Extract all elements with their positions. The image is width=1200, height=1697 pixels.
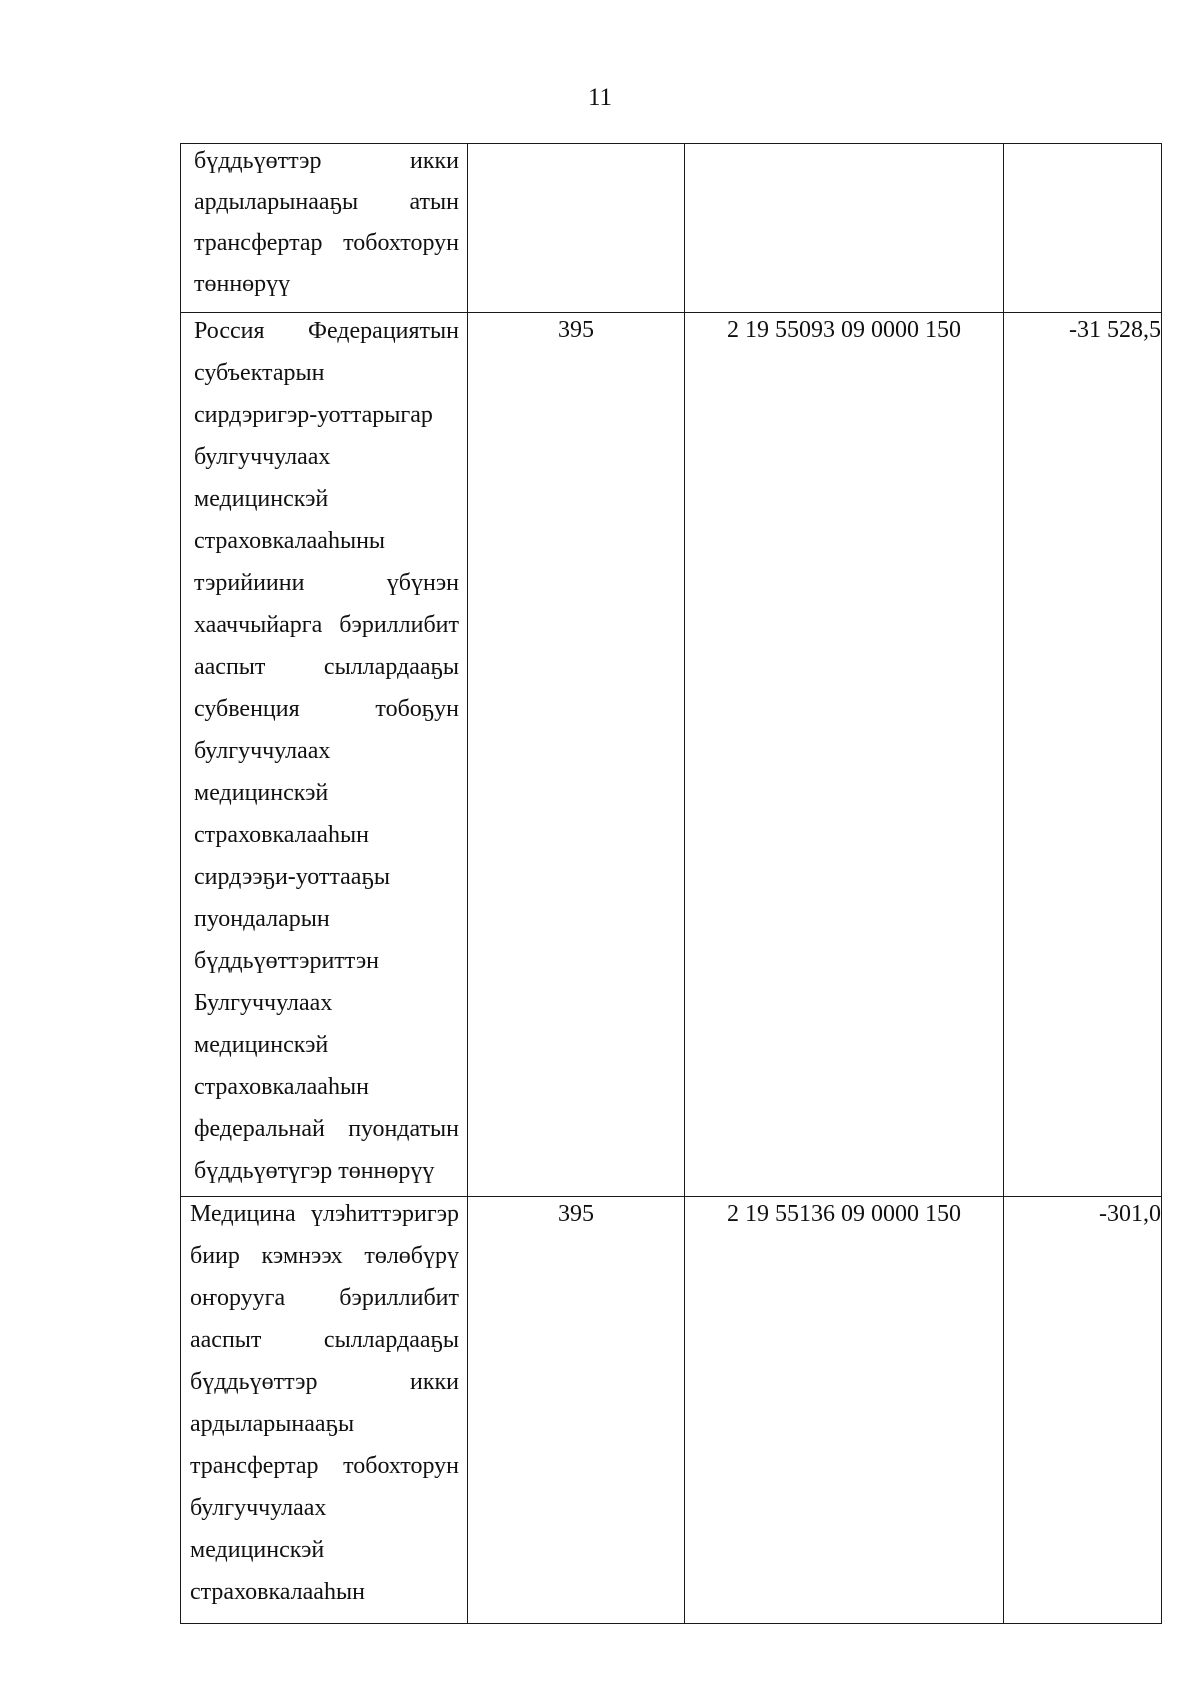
name-line: страховкалааһын <box>194 1074 369 1100</box>
name-line: страховкалааһыны <box>194 528 386 554</box>
name-line: булгуччулаах <box>190 1495 327 1521</box>
row-name-cell <box>181 144 468 313</box>
row-name-cell <box>181 1197 468 1624</box>
name-line: бүддьүөтүгэр төннөрүү <box>194 1158 435 1184</box>
table-row <box>181 313 1162 1197</box>
name-line: пуондаларын <box>194 906 330 932</box>
name-line: төннөрүү <box>194 271 291 297</box>
name-line: медицинскэй <box>194 486 329 512</box>
name-line: ааспыт сыллардааҕы <box>190 1327 459 1353</box>
name-line: ардыларынааҕы атын <box>194 189 459 215</box>
name-line: Медицина үлэһиттэригэр <box>190 1201 459 1227</box>
name-line: бүддьүөттэриттэн <box>194 948 380 974</box>
row-kbk-cell <box>685 144 1004 313</box>
row-code-cell <box>468 144 685 313</box>
row-sum-cell: -301,0 <box>1004 1197 1162 1624</box>
row-name-text <box>181 313 467 1196</box>
name-line: сирдэригэр-уоттарыгар <box>194 402 433 428</box>
name-line: Булгуччулаах <box>194 990 333 1016</box>
name-line: субъектарын <box>194 360 325 386</box>
name-line: булгуччулаах <box>194 738 331 764</box>
name-line: биир кэмнээх төлөбүрү <box>190 1243 459 1269</box>
name-line: федеральнай пуондатын <box>194 1116 459 1142</box>
name-line: тэрийиини үбүнэн <box>194 570 459 596</box>
budget-table <box>180 143 1162 1624</box>
page-number: 11 <box>587 84 613 111</box>
name-line: бүддьүөттэр икки <box>194 148 459 174</box>
name-line: хааччыйарга бэриллибит <box>194 612 459 638</box>
name-line: бүддьүөттэр икки <box>190 1369 459 1395</box>
name-line: медицинскэй <box>194 780 329 806</box>
row-code-cell: 395 <box>468 1197 685 1624</box>
name-line: ааспыт сыллардааҕы <box>194 654 459 680</box>
name-line: субвенция тобоҕун <box>194 696 459 722</box>
row-sum-cell: -31 528,5 <box>1004 313 1162 1197</box>
row-kbk-cell: 2 19 55136 09 0000 150 <box>685 1197 1004 1624</box>
row-sum-cell <box>1004 144 1162 313</box>
name-line: медицинскэй <box>190 1537 325 1563</box>
row-code-cell: 395 <box>468 313 685 1197</box>
row-kbk-cell: 2 19 55093 09 0000 150 <box>685 313 1004 1197</box>
name-line: булгуччулаах <box>194 444 331 470</box>
name-line: страховкалааһын <box>194 822 369 848</box>
name-line: страховкалааһын <box>190 1579 365 1605</box>
name-line: оҥорууга бэриллибит <box>190 1285 459 1311</box>
table-row <box>181 144 1162 313</box>
table-row <box>181 1197 1162 1624</box>
name-line: ардыларынааҕы <box>190 1411 355 1437</box>
name-line: сирдээҕи-уоттааҕы <box>194 864 390 890</box>
name-line: трансфертар тобохторун <box>194 230 459 256</box>
row-name-text <box>181 144 467 308</box>
name-line: Россия Федерациятын <box>194 318 459 344</box>
name-line: трансфертар тобохторун <box>190 1453 459 1479</box>
row-name-text <box>181 1197 467 1617</box>
name-line: медицинскэй <box>194 1032 329 1058</box>
row-name-cell <box>181 313 468 1197</box>
